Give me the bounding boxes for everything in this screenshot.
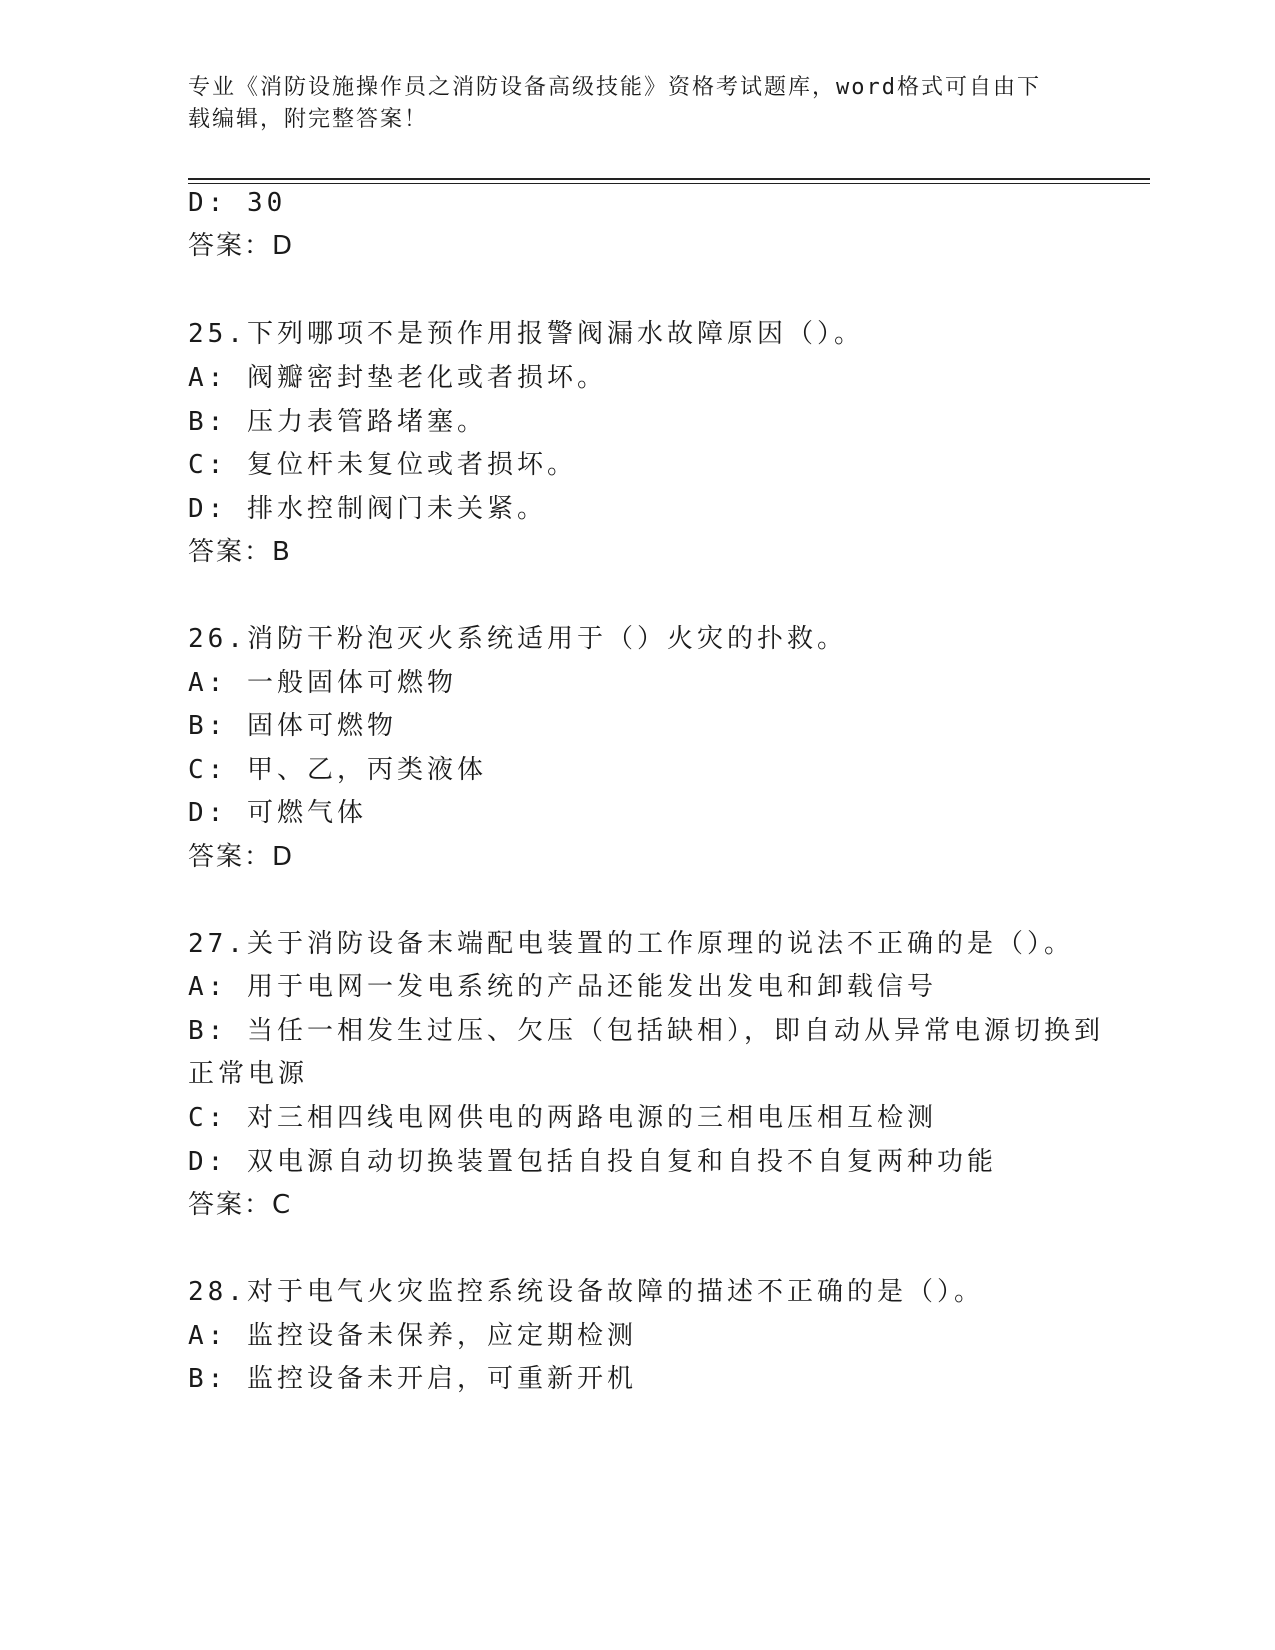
- question-26-stem: 26.消防干粉泡灭火系统适用于（）火灾的扑救。: [188, 624, 847, 654]
- question-25-option-c: C: 复位杆未复位或者损坏。: [188, 450, 577, 480]
- question-27-option-d: D: 双电源自动切换装置包括自投自复和自投不自复两种功能: [188, 1147, 997, 1177]
- question-28-option-b: B: 监控设备未开启，可重新开机: [188, 1364, 637, 1394]
- question-28-option-a: A: 监控设备未保养，应定期检测: [188, 1321, 637, 1351]
- question-28-stem: 28.对于电气火灾监控系统设备故障的描述不正确的是（）。: [188, 1277, 984, 1307]
- question-25-option-a: A: 阀瓣密封垫老化或者损坏。: [188, 363, 607, 393]
- question-26-option-d: D: 可燃气体: [188, 798, 367, 828]
- question-27-answer: 答案：C: [188, 1190, 293, 1220]
- header-line-1: 专业《消防设施操作员之消防设备高级技能》资格考试题库，word格式可自由下: [188, 75, 1041, 100]
- question-26-answer: 答案：D: [188, 842, 295, 872]
- prev-answer: 答案：D: [188, 231, 295, 261]
- question-26-option-c: C: 甲、乙，丙类液体: [188, 755, 487, 785]
- question-25-option-d: D: 排水控制阀门未关紧。: [188, 494, 547, 524]
- question-27-option-b: B: 当任一相发生过压、欠压（包括缺相），即自动从异常电源切换到: [188, 1016, 1104, 1046]
- header-line-2: 载编辑，附完整答案！: [188, 107, 429, 132]
- question-26-option-a: A: 一般固体可燃物: [188, 668, 457, 698]
- question-25-option-b: B: 压力表管路堵塞。: [188, 407, 487, 437]
- question-27-option-a: A: 用于电网一发电系统的产品还能发出发电和卸载信号: [188, 972, 937, 1002]
- question-26-option-b: B: 固体可燃物: [188, 711, 397, 741]
- question-27-option-b-cont: 正常电源: [188, 1059, 309, 1089]
- header-divider-thin: [188, 183, 1150, 184]
- question-25-stem: 25.下列哪项不是预作用报警阀漏水故障原因（）。: [188, 319, 864, 349]
- question-25-answer: 答案：B: [188, 537, 292, 567]
- document-header: [188, 72, 1088, 136]
- header-divider: [188, 178, 1150, 180]
- question-27-option-c: C: 对三相四线电网供电的两路电源的三相电压相互检测: [188, 1103, 937, 1133]
- prev-option-d: D: 30: [188, 188, 287, 218]
- question-27-stem: 27.关于消防设备末端配电装置的工作原理的说法不正确的是（）。: [188, 929, 1074, 959]
